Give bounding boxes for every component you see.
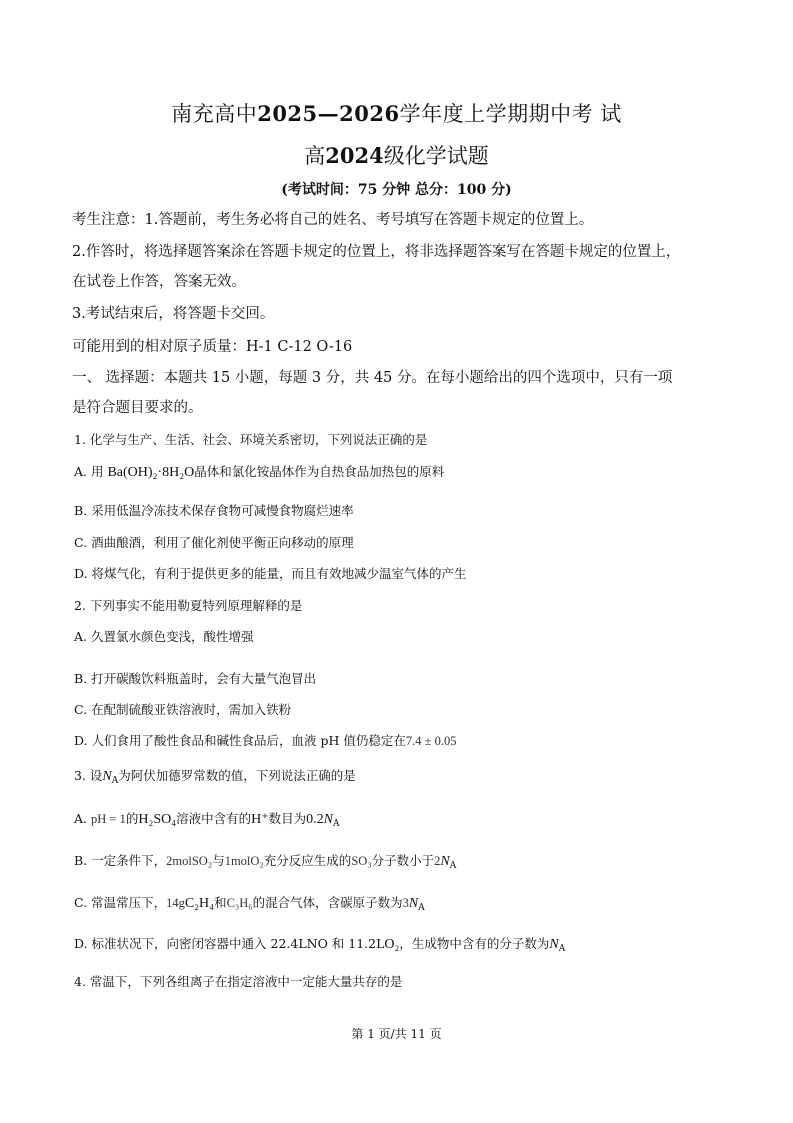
avogadro-symbol: N xyxy=(549,937,559,952)
q1-stem: 1. 化学与生产、生活、社会、环境关系密切，下列说法正确的是 xyxy=(74,432,428,447)
avogadro-subscript: A xyxy=(418,903,425,913)
o2-amount: 1mol xyxy=(224,854,251,868)
q3-b-text-2: 充分反应生成的 xyxy=(263,853,352,868)
q3-c-count: 3 xyxy=(402,896,409,910)
notice-line-2: 2.作答时，将选择题答案涂在答题卡规定的位置上，将非选择题答案写在答题卡规定的位置上， xyxy=(72,244,681,260)
q1-option-d: D. 将煤气化，有利于提供更多的能量，而且有效地减少温室气体的产生 xyxy=(74,566,467,581)
exam-name: 学年度上学期期中考 试 xyxy=(399,102,622,126)
q3-c-and: 和 xyxy=(214,895,227,910)
barium-hydroxide-formula: Ba(OH)₂·8H₂O xyxy=(107,465,195,480)
avogadro-subscript: A xyxy=(449,861,457,871)
avogadro-subscript: A xyxy=(333,819,340,829)
q1-option-a xyxy=(74,462,444,481)
sulfuric-acid-formula: H₂SO₄ xyxy=(138,812,177,827)
q3-a-label: A. xyxy=(74,811,88,826)
school-name: 南充高中 xyxy=(171,102,258,126)
q4-stem: 4. 常温下，下列各组离子在指定溶液中一定能大量共存的是 xyxy=(74,974,403,989)
q3-stem-text: 为阿伏加德罗常数的值，下列说法正确的是 xyxy=(118,768,356,783)
q3-option-d xyxy=(74,934,565,954)
q3-d-text: ，生成物中含有的分子数为 xyxy=(399,936,550,951)
school-year: 2025—2026 xyxy=(257,101,400,126)
avogadro-symbol: N xyxy=(102,769,112,784)
q2-stem: 2. 下列事实不能用勒夏特列原理解释的是 xyxy=(74,598,303,613)
q3-option-b xyxy=(74,851,456,871)
q3-stem-prefix: 3. 设 xyxy=(74,768,103,783)
q3-a-text-3: 数目为 xyxy=(268,811,307,826)
hydrogen-ion-formula: H⁺ xyxy=(251,812,269,827)
avogadro-symbol: N xyxy=(323,812,333,827)
q3-c-prefix: C. 常温常压下， xyxy=(74,895,167,910)
q3-a-text-2: 溶液中含有的 xyxy=(176,811,252,826)
ph-range-value: 7.4 ± 0.05 xyxy=(405,734,457,748)
propylene-formula: C₃H₆ xyxy=(226,896,253,910)
page-number: 第 1 页/共 11 页 xyxy=(351,1027,442,1041)
q1-option-b: B. 采用低温冷冻技术保存食物可减慢食物腐烂速率 xyxy=(74,503,354,518)
exam-title-line2 xyxy=(0,140,793,170)
exam-title-line1 xyxy=(0,98,793,128)
grade-year: 2024 xyxy=(325,143,384,168)
grade-prefix: 高 xyxy=(304,144,326,168)
q3-b-prefix: B. 一定条件下， xyxy=(74,853,167,868)
q1-a-prefix: A. 用 xyxy=(74,464,104,479)
q3-b-text-1: 与 xyxy=(212,853,225,868)
q2-d-text: D. 人们食用了酸性食品和碱性食品后，血液 pH 值仍稳定在 xyxy=(74,733,406,748)
exam-time-score: (考试时间：75 分钟 总分：100 分) xyxy=(281,182,512,198)
section-heading-line-1: 一、 选择题：本题共 15 小题，每题 3 分，共 45 分。在每小题给出的四个选项中，只有一项 xyxy=(72,370,673,386)
notice-line-3: 在试卷上作答，答案无效。 xyxy=(72,274,246,290)
oxygen-formula: O₂ xyxy=(384,937,400,952)
notice-line-4: 3.考试结束后，将答题卡交回。 xyxy=(72,306,275,322)
q2-option-b: B. 打开碳酸饮料瓶盖时，会有大量气泡冒出 xyxy=(74,671,317,686)
q3-d-prefix: D. 标准状况下，向密闭容器中通入 22.4LNO 和 11.2L xyxy=(74,936,385,951)
sulfur-dioxide-formula: SO₂ xyxy=(191,854,213,868)
notice-line-1: 考生注意：1.答题前，考生务必将自己的姓名、考号填写在答题卡规定的位置上。 xyxy=(72,212,594,228)
q2-option-d xyxy=(74,731,457,749)
oxygen-formula: O₂ xyxy=(250,854,264,868)
atomic-mass-line: 可能用到的相对原子质量：H-1 C-12 O-16 xyxy=(72,339,353,355)
ph-value: pH = 1 xyxy=(91,812,126,826)
q3-a-count: 0.2 xyxy=(306,812,324,827)
avogadro-symbol: N xyxy=(408,896,419,911)
sulfur-trioxide-formula: SO₃ xyxy=(351,854,372,868)
ethylene-formula: C₂H₄ xyxy=(184,896,215,911)
gas-mass: 14g xyxy=(166,896,185,910)
q2-option-a: A. 久置氯水颜色变浅，酸性增强 xyxy=(74,629,254,644)
q3-option-a xyxy=(74,809,340,829)
avogadro-subscript: A xyxy=(111,776,119,786)
q2-option-c: C. 在配制硫酸亚铁溶液时，需加入铁粉 xyxy=(74,702,292,717)
q3-b-text-3: 分子数小于 xyxy=(371,853,435,868)
section-heading-line-2: 是符合题目要求的。 xyxy=(72,400,203,416)
q1-a-text: 晶体和氯化铵晶体作为自热食品加热包的原料 xyxy=(194,464,445,479)
q3-b-count: 2 xyxy=(434,854,441,868)
avogadro-symbol: N xyxy=(440,854,450,869)
q3-stem xyxy=(74,766,356,786)
q1-option-c: C. 酒曲酿酒，利用了催化剂使平衡正向移动的原理 xyxy=(74,535,354,550)
avogadro-subscript: A xyxy=(558,944,566,954)
q3-a-text-1: 的 xyxy=(125,811,139,826)
q3-option-c xyxy=(74,893,425,913)
q3-c-text: 的混合气体，含碳原子数为 xyxy=(252,895,403,910)
so2-amount: 2mol xyxy=(166,854,192,868)
subject-name: 级化学试题 xyxy=(383,144,489,168)
